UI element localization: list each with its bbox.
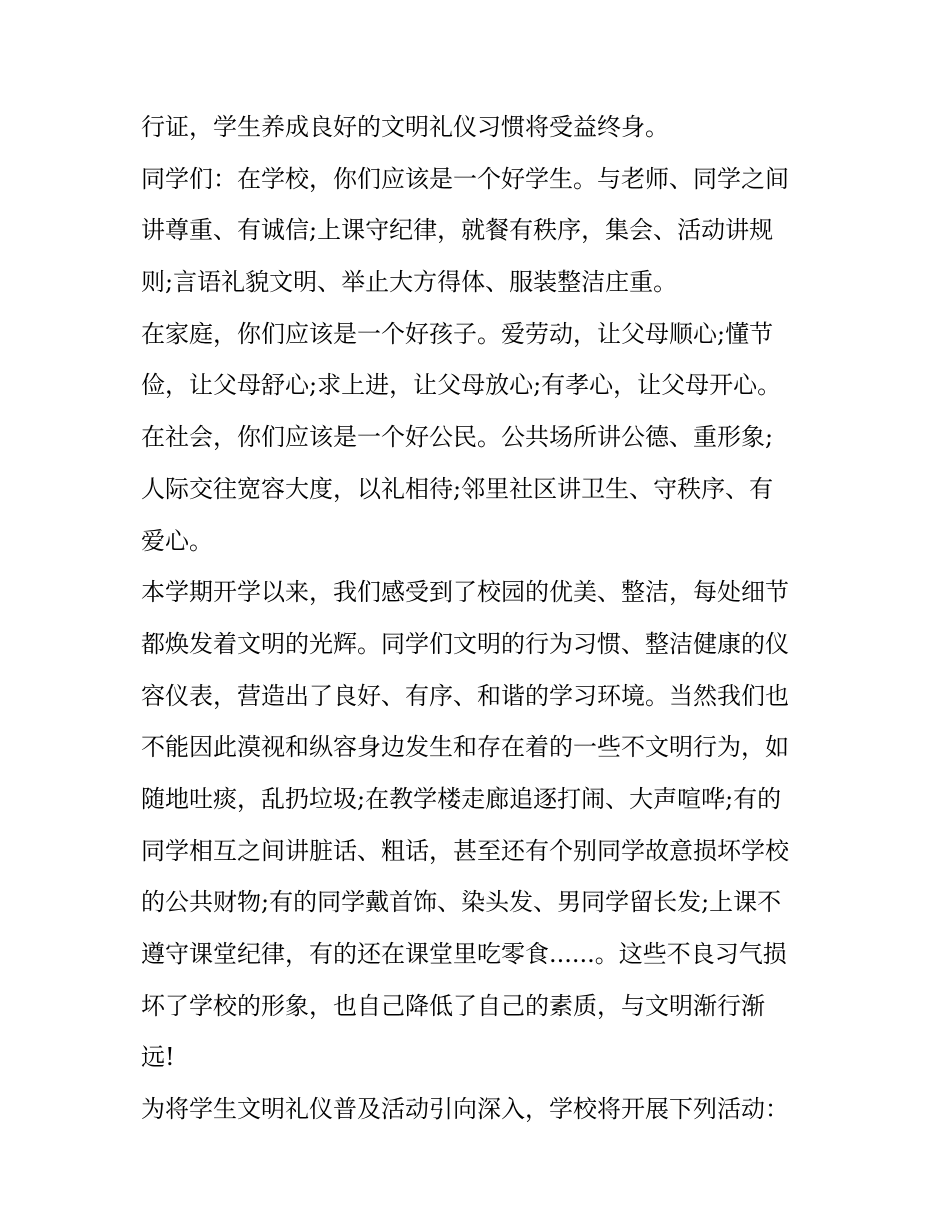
text-line: 则;言语礼貌文明、举止大方得体、服装整洁庄重。 bbox=[141, 268, 678, 297]
text-line: 坏了学校的形象，也自己降低了自己的素质，与文明渐行渐 bbox=[141, 991, 765, 1020]
text-line: 不能因此漠视和纵容身边发生和存在着的一些不文明行为，如 bbox=[141, 733, 789, 762]
text-line: 爱心。 bbox=[141, 526, 213, 555]
text-line: 行证，学生养成良好的文明礼仪习惯将受益终身。 bbox=[141, 113, 669, 141]
text-line: 的公共财物;有的同学戴首饰、染头发、男同学留长发;上课不 bbox=[141, 888, 782, 917]
text-line: 为将学生文明礼仪普及活动引向深入，学校将开展下列活动： bbox=[141, 1095, 789, 1124]
text-line: 远! bbox=[141, 1043, 175, 1072]
text-line: 随地吐痰，乱扔垃圾;在教学楼走廊追逐打闹、大声喧哗;有的 bbox=[141, 784, 782, 813]
text-line: 讲尊重、有诚信;上课守纪律，就餐有秩序，集会、活动讲规 bbox=[141, 216, 774, 245]
text-line: 本学期开学以来，我们感受到了校园的优美、整洁，每处细节 bbox=[141, 578, 789, 607]
text-line: 在家庭，你们应该是一个好孩子。爱劳动，让父母顺心;懂节 bbox=[141, 319, 774, 348]
text-line: 同学相互之间讲脏话、粗话，甚至还有个别同学故意损坏学校 bbox=[141, 836, 789, 865]
text-line: 在社会，你们应该是一个好公民。公共场所讲公德、重形象; bbox=[141, 423, 774, 452]
body-text bbox=[141, 102, 821, 1136]
text-line: 人际交往宽容大度，以礼相待;邻里社区讲卫生、守秩序、有 bbox=[141, 474, 774, 503]
text-line: 同学们：在学校，你们应该是一个好学生。与老师、同学之间 bbox=[141, 164, 789, 193]
text-line: 都焕发着文明的光辉。同学们文明的行为习惯、整洁健康的仪 bbox=[141, 629, 789, 658]
text-line: 遵守课堂纪律，有的还在课堂里吃零食......。这些不良习气损 bbox=[141, 940, 787, 968]
text-line: 容仪表，营造出了良好、有序、和谐的学习环境。当然我们也 bbox=[141, 681, 789, 710]
text-line: 俭，让父母舒心;求上进，让父母放心;有孝心，让父母开心。 bbox=[141, 371, 782, 400]
